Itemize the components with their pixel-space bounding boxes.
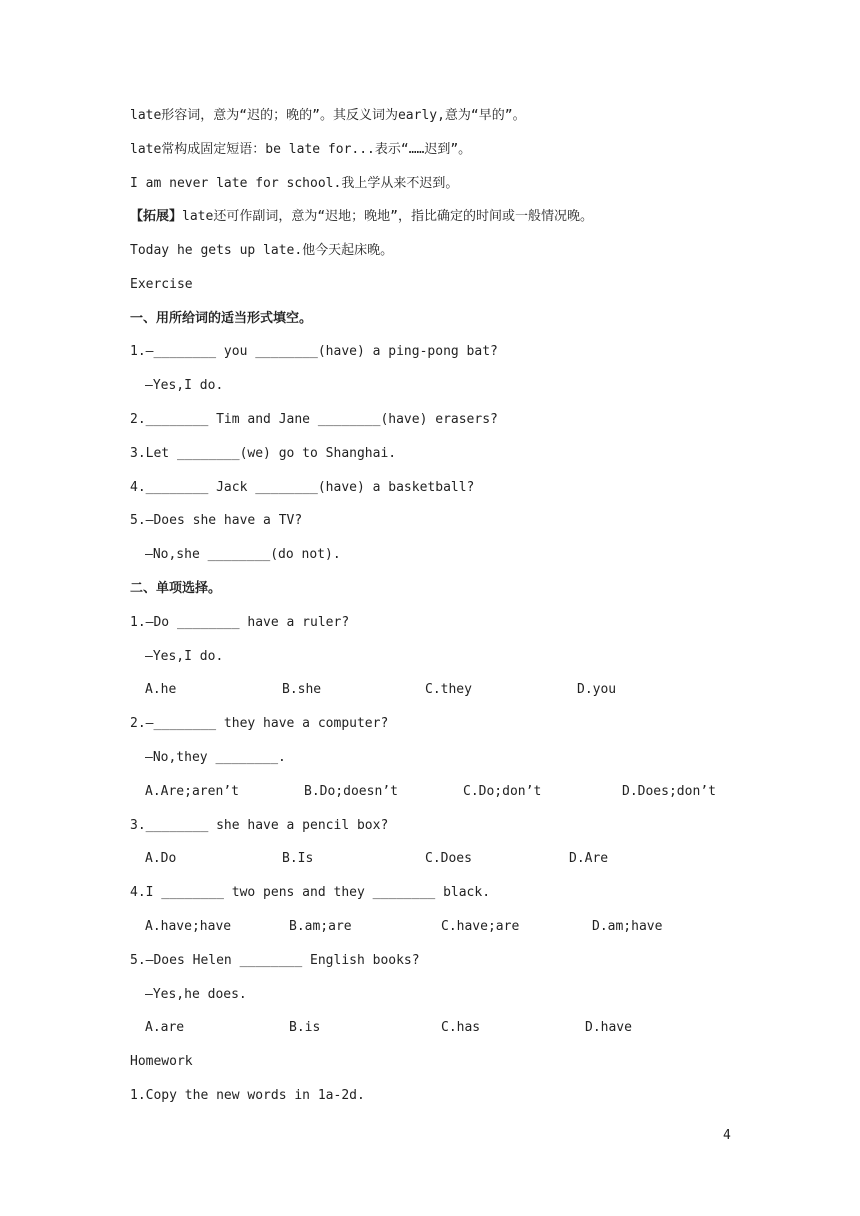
part2-q3-option-d: D.Are xyxy=(569,851,609,866)
part2-q1-dialog: —Yes,I do. xyxy=(145,649,224,664)
part2-q3-option-a: A.Do xyxy=(145,851,177,866)
note-line-3: I am never late for school.我上学从来不迟到。 xyxy=(130,176,459,191)
part2-q4-option-d: D.am;have xyxy=(592,919,663,934)
part2-heading: 二、单项选择。 xyxy=(130,581,222,596)
note-line-1: late形容词，意为“迟的；晚的”。其反义词为early,意为“早的”。 xyxy=(130,108,526,123)
part2-q1-option-d: D.you xyxy=(577,682,617,697)
part2-q2-option-c: C.Do;don’t xyxy=(463,784,542,799)
part1-heading: 一、用所给词的适当形式填空。 xyxy=(130,311,313,326)
part2-q2-stem: 2.—________ they have a computer? xyxy=(130,716,389,731)
part2-q3-stem: 3.________ she have a pencil box? xyxy=(130,818,389,833)
note-line-2: late常构成固定短语：be late for...表示“……迟到”。 xyxy=(130,142,472,157)
part1-q3: 3.Let ________(we) go to Shanghai. xyxy=(130,446,397,461)
note-line-5: Today he gets up late.他今天起床晚。 xyxy=(130,243,394,258)
part1-q2: 2.________ Tim and Jane ________(have) erasers? xyxy=(130,412,498,427)
part2-q1-option-b: B.she xyxy=(282,682,322,697)
part2-q2-option-a: A.Are;aren’t xyxy=(145,784,239,799)
page-number: 4 xyxy=(723,1128,731,1143)
part2-q4-option-c: C.have;are xyxy=(441,919,520,934)
part2-q5-stem: 5.—Does Helen ________ English books? xyxy=(130,953,420,968)
part2-q3-option-b: B.Is xyxy=(282,851,314,866)
part2-q2-option-b: B.Do;doesn’t xyxy=(304,784,398,799)
homework-title: Homework xyxy=(130,1054,193,1069)
exercise-title: Exercise xyxy=(130,277,193,292)
part2-q2-option-d: D.Does;don’t xyxy=(622,784,716,799)
part2-q2-dialog: —No,they ________. xyxy=(145,750,286,765)
part1-q1: 1.—________ you ________(have) a ping-pong bat? xyxy=(130,344,498,359)
expand-label: 【拓展】 xyxy=(130,209,183,224)
part2-q1-option-a: A.he xyxy=(145,682,177,697)
part2-q1-option-c: C.they xyxy=(425,682,472,697)
part2-q4-option-a: A.have;have xyxy=(145,919,232,934)
homework-item-1: 1.Copy the new words in 1a-2d. xyxy=(130,1088,365,1103)
part2-q5-dialog: —Yes,he does. xyxy=(145,987,247,1002)
note-line-expand xyxy=(130,207,593,227)
part2-q5-option-b: B.is xyxy=(289,1020,321,1035)
expand-text: late还可作副词，意为“迟地；晚地”，指比确定的时间或一般情况晚。 xyxy=(182,209,593,224)
part2-q3-option-c: C.Does xyxy=(425,851,472,866)
part2-q5-option-c: C.has xyxy=(441,1020,481,1035)
part1-q4: 4.________ Jack ________(have) a basketball? xyxy=(130,480,475,495)
part1-q5: 5.—Does she have a TV? xyxy=(130,513,303,528)
part1-q5-answer: —No,she ________(do not). xyxy=(145,547,341,562)
part2-q5-option-a: A.are xyxy=(145,1020,185,1035)
part2-q4-option-b: B.am;are xyxy=(289,919,352,934)
part2-q4-stem: 4.I ________ two pens and they ________ black. xyxy=(130,885,491,900)
part2-q1-stem: 1.—Do ________ have a ruler? xyxy=(130,615,350,630)
part2-q5-option-d: D.have xyxy=(585,1020,632,1035)
part1-q1-answer: —Yes,I do. xyxy=(145,378,224,393)
